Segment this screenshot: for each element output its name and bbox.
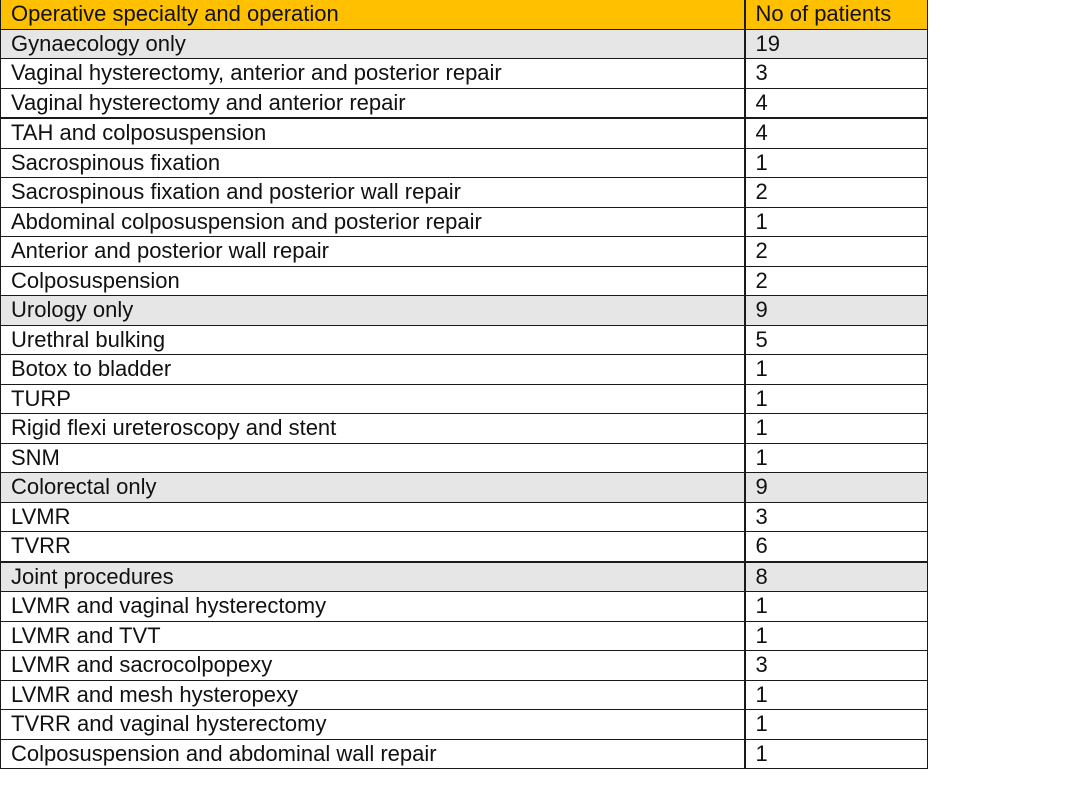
table-row — [1, 237, 928, 267]
table-row — [1, 710, 928, 740]
table-row — [1, 739, 928, 769]
patients-cell: 2 — [745, 237, 928, 267]
table-row — [1, 443, 928, 473]
operation-cell: Colposuspension and abdominal wall repair — [1, 739, 745, 769]
patients-cell: 3 — [745, 651, 928, 681]
operation-cell: Sacrospinous fixation — [1, 148, 745, 178]
operation-cell: Abdominal colposuspension and posterior repair — [1, 207, 745, 237]
patients-cell: 2 — [745, 266, 928, 296]
table-row — [1, 414, 928, 444]
table-group-row — [1, 29, 928, 59]
table-row — [1, 532, 928, 562]
table-row — [1, 178, 928, 208]
operation-cell: TVRR and vaginal hysterectomy — [1, 710, 745, 740]
table-row — [1, 118, 928, 148]
operation-cell: TURP — [1, 384, 745, 414]
table-row — [1, 59, 928, 89]
table-row — [1, 592, 928, 622]
patients-cell: 5 — [745, 325, 928, 355]
operation-cell: LVMR and mesh hysteropexy — [1, 680, 745, 710]
patients-cell: 1 — [745, 680, 928, 710]
patients-cell: 1 — [745, 710, 928, 740]
operation-cell: Botox to bladder — [1, 355, 745, 385]
table-row — [1, 207, 928, 237]
table-row — [1, 355, 928, 385]
group-label-cell: Colorectal only — [1, 473, 745, 503]
table-row — [1, 266, 928, 296]
table-group-row — [1, 296, 928, 326]
table-body — [1, 29, 928, 769]
patients-cell: 1 — [745, 592, 928, 622]
patients-cell: 3 — [745, 59, 928, 89]
patients-cell: 4 — [745, 118, 928, 148]
operation-cell: Vaginal hysterectomy and anterior repair — [1, 88, 745, 118]
operation-cell: Anterior and posterior wall repair — [1, 237, 745, 267]
operation-cell: TVRR — [1, 532, 745, 562]
table-row — [1, 680, 928, 710]
operation-cell: LVMR — [1, 502, 745, 532]
operation-cell: Rigid flexi ureteroscopy and stent — [1, 414, 745, 444]
patients-cell: 1 — [745, 414, 928, 444]
patients-cell: 6 — [745, 532, 928, 562]
table-row — [1, 621, 928, 651]
table-row — [1, 148, 928, 178]
operation-cell: Sacrospinous fixation and posterior wall repair — [1, 178, 745, 208]
patients-cell: 1 — [745, 621, 928, 651]
operation-cell: LVMR and TVT — [1, 621, 745, 651]
column-header-patients: No of patients — [745, 0, 928, 29]
group-label-cell: Urology only — [1, 296, 745, 326]
operation-cell: LVMR and vaginal hysterectomy — [1, 592, 745, 622]
operation-cell: TAH and colposuspension — [1, 118, 745, 148]
group-label-cell: Joint procedures — [1, 562, 745, 592]
table-header-row — [1, 0, 928, 29]
patients-cell: 1 — [745, 207, 928, 237]
group-count-cell: 8 — [745, 562, 928, 592]
group-label-cell: Gynaecology only — [1, 29, 745, 59]
group-count-cell: 9 — [745, 296, 928, 326]
column-header-operation: Operative specialty and operation — [1, 0, 745, 29]
patients-cell: 1 — [745, 148, 928, 178]
table-row — [1, 384, 928, 414]
operation-cell: Colposuspension — [1, 266, 745, 296]
patients-cell: 4 — [745, 88, 928, 118]
table-group-row — [1, 562, 928, 592]
patients-cell: 1 — [745, 355, 928, 385]
operation-cell: SNM — [1, 443, 745, 473]
table-row — [1, 325, 928, 355]
table-group-row — [1, 473, 928, 503]
operation-cell: Urethral bulking — [1, 325, 745, 355]
operation-cell: LVMR and sacrocolpopexy — [1, 651, 745, 681]
group-count-cell: 19 — [745, 29, 928, 59]
patients-cell: 2 — [745, 178, 928, 208]
patients-cell: 1 — [745, 443, 928, 473]
patients-cell: 1 — [745, 739, 928, 769]
patients-cell: 1 — [745, 384, 928, 414]
table-row — [1, 651, 928, 681]
table-row — [1, 88, 928, 118]
patients-cell: 3 — [745, 502, 928, 532]
table-row — [1, 502, 928, 532]
operation-cell: Vaginal hysterectomy, anterior and posterior repair — [1, 59, 745, 89]
group-count-cell: 9 — [745, 473, 928, 503]
